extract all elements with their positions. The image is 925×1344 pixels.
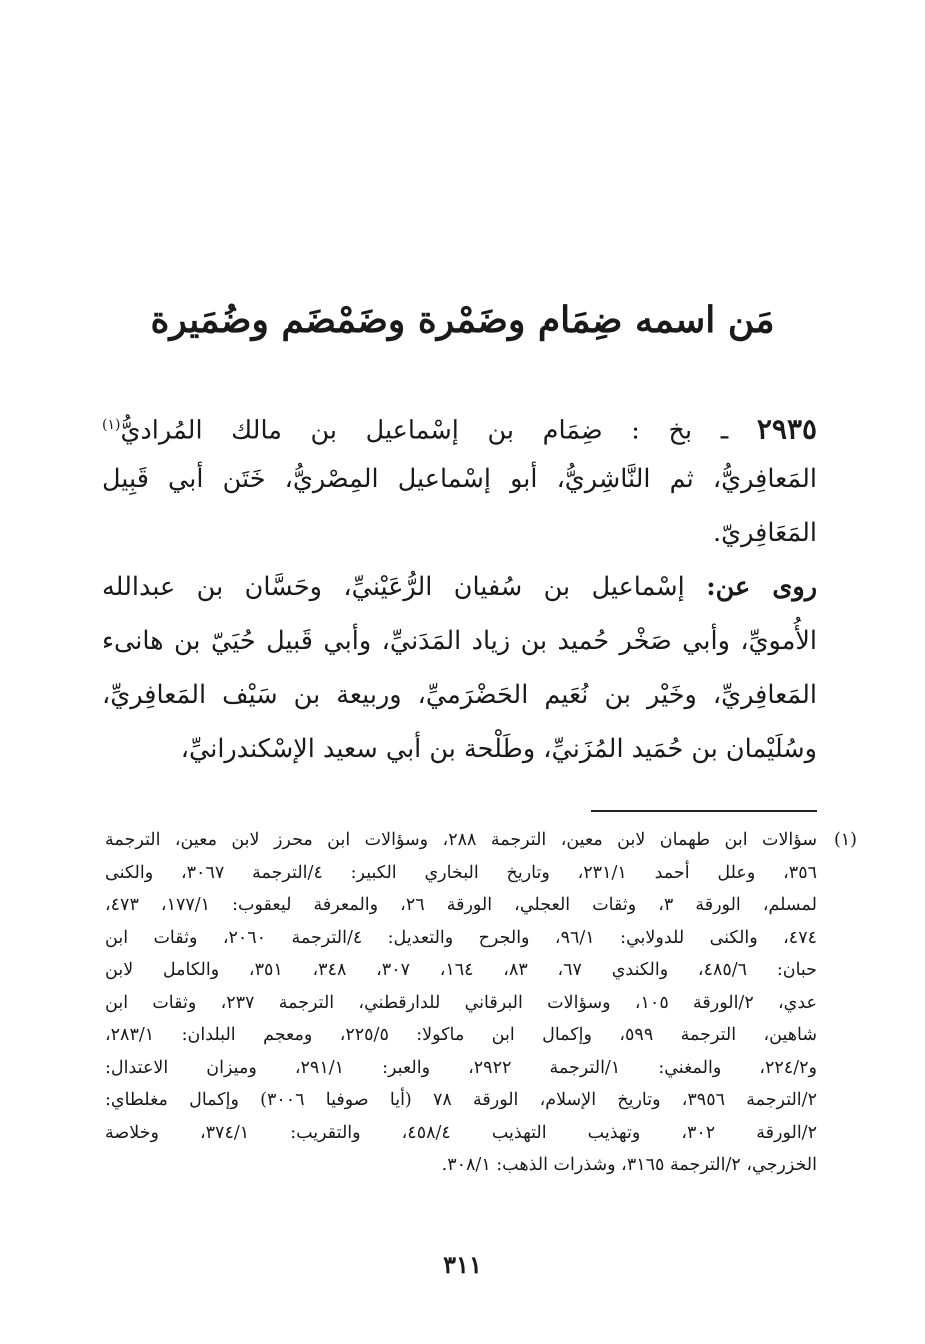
footnote-line: ٢/الورقة ٣٠٢، وتهذيب التهذيب ٤٥٨/٤، والتقريب: ٣٧٤/١، وخلاصة — [105, 1122, 817, 1143]
footnote-line: و٢٢٤/٢، والمغني: ١/الترجمة ٢٩٢٢، والعبر: ٢٩١/١، وميزان الاعتدال: — [105, 1057, 817, 1078]
entry-line-3: المَعَافِريّ. — [713, 518, 817, 548]
footnotes — [105, 824, 857, 1182]
entry-line-text: ضِمَام بن إسْماعيل بن مالك المُراديُّ — [120, 415, 603, 446]
narrated-from-paragraph — [102, 560, 817, 776]
footnote-marker: (١) — [833, 830, 857, 850]
rawa-line-2: الأُمويِّ، وأبي صَخْر حُميد بن زياد المَدَنيِّ، وأبي قَبيل حُيَيّ بن هانىء — [102, 626, 817, 656]
footnote-line: ٣٥٦، وعلل أحمد ٢٣١/١، وتاريخ البخاري الكبير: ٤/الترجمة ٣٠٦٧، والكنى — [105, 862, 817, 883]
rawa-label: روى عن: — [706, 572, 818, 602]
footnote-line: شاهين، الترجمة ٥٩٩، وإكمال ابن ماكولا: ٢٢٥/٥، ومعجم البلدان: ٢٨٣/١، — [105, 1025, 817, 1045]
entry-line-2: المَعافِريُّ، ثم النَّاشِريُّ، أبو إسْماعيل المِصْريُّ، خَتَن أبي قَبِيل — [102, 464, 817, 494]
rawa-line-1 — [102, 560, 817, 614]
page-number: ٣١١ — [443, 1250, 482, 1279]
rawa-line-4: وسُلَيْمان بن حُمَيد المُزَنيِّ، وطَلْحة بن أبي سعيد الإسْكندرانيِّ، — [180, 734, 817, 764]
footnote-reference[interactable]: (١) — [102, 417, 121, 433]
entry-dash: ـ — [720, 415, 729, 446]
entry-paragraph — [102, 398, 817, 560]
footnote-line: ٢/الترجمة ٣٩٥٦، وتاريخ الإسلام، الورقة ٧٨ (أيا صوفيا ٣٠٠٦) وإكمال مغلطاي: — [105, 1090, 817, 1110]
rawa-line-3: المَعافِريِّ، وخَيْر بن نُعَيم الحَضْرَميِّ، وربيعة بن سَيْف المَعافِريِّ، — [102, 680, 817, 710]
entry-symbols: بخ : — [631, 415, 693, 446]
footnote-line: حبان: ٤٨٥/٦، والكندي ٦٧، ٨٣، ١٦٤، ٣٠٧، ٣٤٨، ٣٥١، والكامل لابن — [105, 960, 817, 980]
footnote-line: ٤٧٤، والكنى للدولابي: ٩٦/١، والجرح والتعديل: ٤/الترجمة ٢٠٦٠، وثقات ابن — [105, 927, 817, 948]
rawa-line-text: إسْماعيل بن سُفيان الرُّعَيْنيِّ، وحَسَّان بن عبدالله — [102, 572, 685, 602]
footnote-separator — [591, 810, 817, 812]
footnote-line: عدي، ٢/الورقة ١٠٥، وسؤالات البرقاني للدارقطني، الترجمة ٢٣٧، وثقات ابن — [105, 992, 817, 1013]
entry-line-1 — [102, 398, 817, 452]
footnote-line: لمسلم، الورقة ٣، وثقات العجلي، الورقة ٢٦، والمعرفة ليعقوب: ١٧٧/١، ٤٧٣، — [105, 895, 817, 915]
chapter-title: مَن اسمه ضِمَام وضَمْرة وضَمْضَم وضُمَيرة — [150, 299, 775, 341]
entry-number: ٢٩٣٥ — [756, 412, 818, 446]
footnote-line: سؤالات ابن طهمان لابن معين، الترجمة ٢٨٨، وسؤالات ابن محرز لابن معين، الترجمة — [105, 830, 817, 850]
footnote-line: الخزرجي، ٢/الترجمة ٣١٦٥، وشذرات الذهب: ٣٠٨/١. — [441, 1155, 817, 1175]
